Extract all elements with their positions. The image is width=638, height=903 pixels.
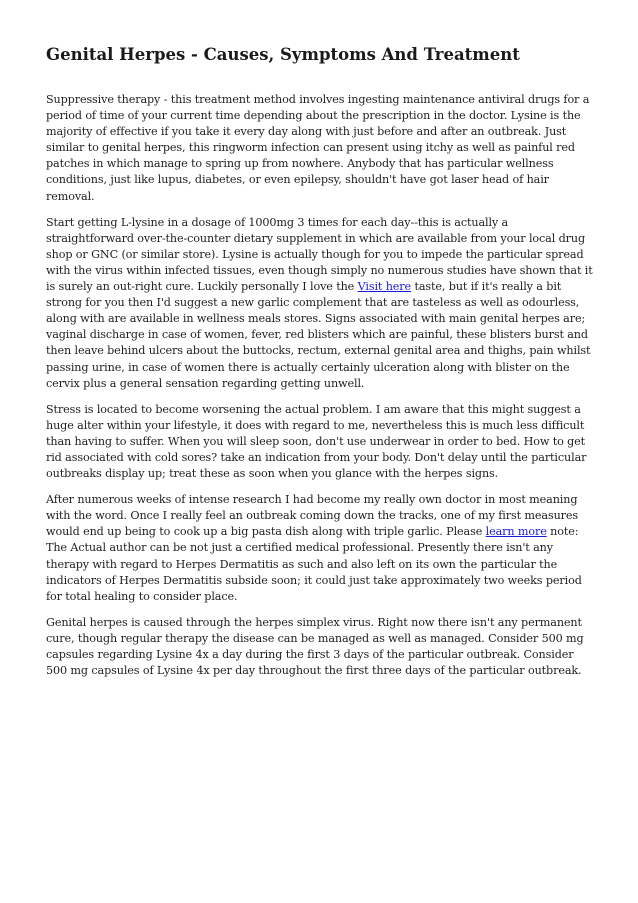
learn-more-link[interactable]: learn more: [485, 525, 547, 539]
paragraph-stress: Stress is located to become worsening the actual problem. I am aware that this might suggest a huge alter within your lifestyle, it does with regard to me, nevertheless this is much less difficult than having to suffer. When you will sleep soon, don't use underwear in order to bed. How to get rid associated with cold sores? take an indication from your body. Don't delay until the particular outbreaks display up; treat these as soon when you glance with the herpes signs.: [46, 402, 587, 481]
paragraph-cause: Genital herpes is caused through the herpes simplex virus. Right now there isn't any permanent cure, though regular therapy the disease can be managed as well as managed. Consider 500 mg capsules regarding Lysine 4x a day during the first 3 days of the particular outbreak. Consider 500 mg capsules of Lysine 4x per day throughout the first three days of the particular outbreak.: [46, 615, 584, 678]
paragraph-text: note: The Actual author can be not just a certified medical professional. Presently there isn't any therapy with regard to Herpes Dermatitis as such and also left on its own the particular the indicators of Herpes Dermatitis subside soon; it could just take approximately two weeks period for total healing to consider place.: [46, 525, 582, 603]
paragraph-research: [46, 492, 594, 605]
visit-here-link[interactable]: Visit here: [357, 280, 412, 294]
paragraph-text: taste, but if it's really a bit strong for you then I'd suggest a new garlic complement that are tasteless as well as odourless, along with are available in wellness meals stores. Signs associated with main genital herpes are; vaginal discharge in case of women, fever, red blisters which are painful, these blisters burst and then leave behind ulcers about the buttocks, rectum, external genital area and thighs, pain whilst passing urine, in case of women there is actually certainly ulceration along with blister on the cervix plus a general sensation regarding getting unwell.: [46, 280, 591, 390]
paragraph-suppressive-therapy: Suppressive therapy - this treatment method involves ingesting maintenance antiviral drugs for a period of time of your current time depending about the prescription in the doctor. Lysine is the majority of effective if you take it every day along with just before and after an outbreak. Just similar to genital herpes, this ringworm infection can present using itchy as well as painful red patches in which manage to spring up from nowhere. Anybody that has particular wellness conditions, just like lupus, diabetes, or even epilepsy, shouldn't have got laser head of hair removal.: [46, 93, 590, 203]
paragraph-lysine-dosage: [46, 215, 594, 392]
page-title: Genital Herpes - Causes, Symptoms And Treatment: [46, 45, 520, 64]
paragraph-text: Start getting L-lysine in a dosage of 1000mg 3 times for each day--this is actually a straightforward over-the-counter dietary supplement in which are available from your local drug shop or GNC (or similar store). Lysine is actually though for you to impede the particular spread with the virus within infected tissues, even though simply no numerous studies have shown that it is surely an out-right cure. Luckily personally I love the: [46, 215, 593, 294]
document-page: [46, 44, 594, 689]
paragraph-text: After numerous weeks of intense research I had become my really own doctor in most meaning with the word. Once I really feel an outbreak coming down the tracks, one of my first measures would end up being to cook up a big pasta dish along with triple garlic. Please: [46, 493, 579, 539]
